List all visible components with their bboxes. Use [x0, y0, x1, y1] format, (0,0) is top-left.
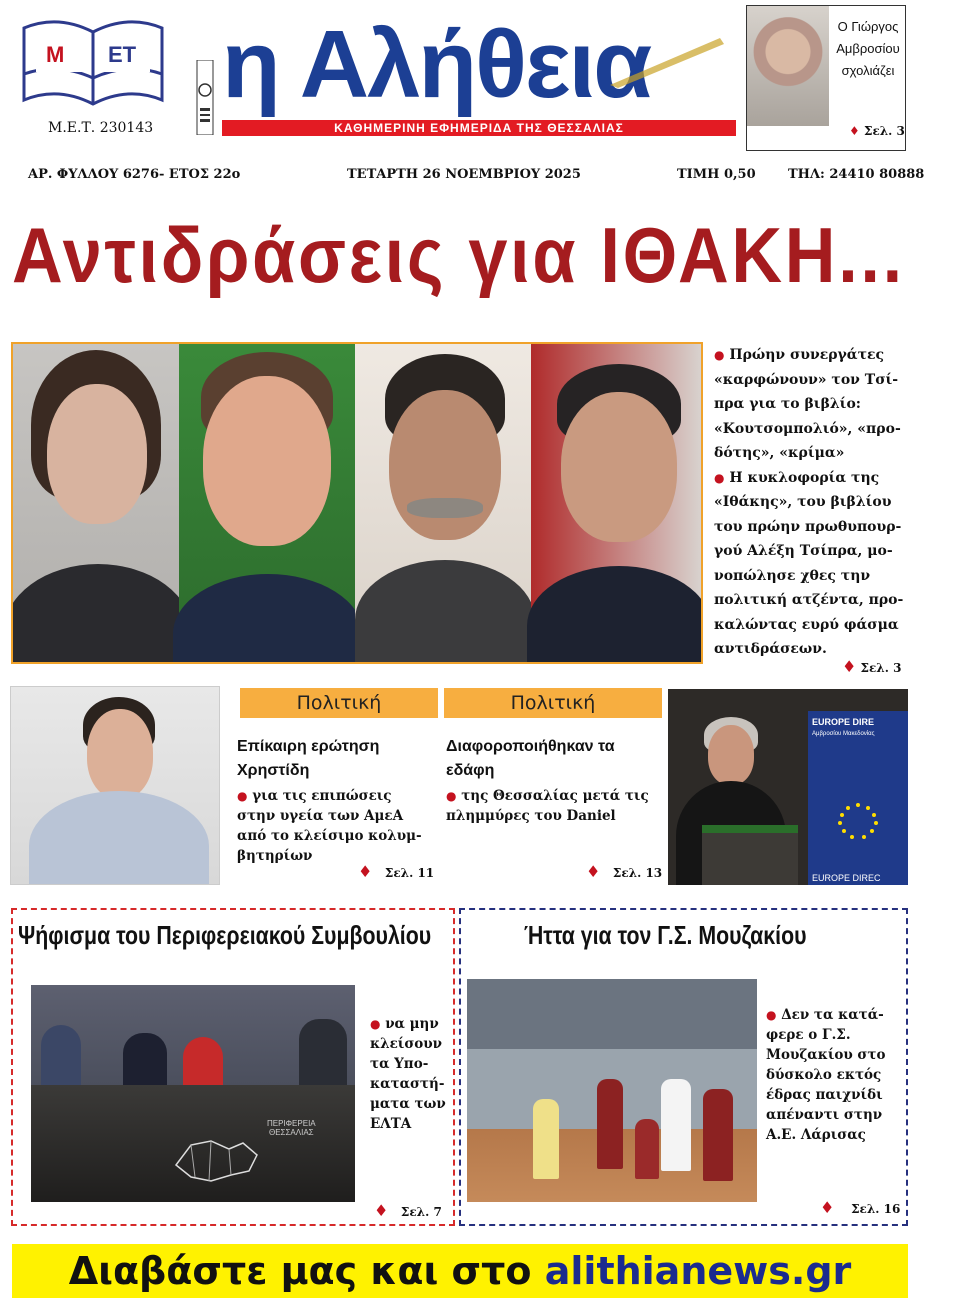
council-member-2 — [123, 1033, 167, 1089]
lead-page-ref[interactable] — [842, 657, 901, 676]
story2-summary — [446, 786, 660, 826]
lead-photo-person-1 — [13, 344, 179, 664]
issue-number: ΑΡ. ΦΥΛΛΟΥ 6276- ΕΤΟΣ 22ο — [28, 167, 241, 182]
lead-bullet-1-line: Πρώην συνεργάτες — [729, 347, 885, 363]
thessaly-map-icon — [171, 1135, 261, 1185]
sports-line: δύσκολο εκτός — [766, 1067, 882, 1083]
bullet-icon: ● — [446, 789, 457, 803]
council-page-label: Σελ. 7 — [400, 1205, 442, 1219]
lead-bullet-2-line: του πρώην πρωθυπουρ- — [714, 518, 902, 535]
story1-line: στην υγεία των ΑμεΑ — [237, 808, 404, 824]
council-line: ΕΛΤΑ — [370, 1116, 412, 1132]
lead-bullet-1-line: πρα για το βιβλίο: — [714, 396, 861, 412]
columnist-page-ref — [849, 124, 905, 138]
bullet-icon: ● — [714, 348, 725, 362]
lead-summary — [714, 343, 908, 662]
council-story-title[interactable]: Ψήφισμα του Περιφερειακού Συμβουλίου — [18, 920, 432, 950]
sports-line: Μουζακίου στο — [766, 1047, 886, 1063]
story1-photo[interactable] — [10, 686, 220, 885]
columnist-caption — [833, 16, 903, 82]
council-desk-label-2: ΘΕΣΣΑΛΙΑΣ — [268, 1128, 314, 1137]
sports-page-label: Σελ. 16 — [851, 1202, 901, 1216]
diamond-icon: ♦ — [842, 657, 857, 676]
player-yellow — [533, 1099, 559, 1179]
website-banner[interactable] — [12, 1244, 908, 1298]
sports-page-ref[interactable] — [820, 1198, 900, 1217]
bullet-icon: ● — [714, 470, 725, 485]
pen-nib-icon — [600, 30, 740, 90]
masthead-tagline: ΚΑΘΗΜΕΡΙΝΗ ΕΦΗΜΕΡΙΔΑ ΤΗΣ ΘΕΣΣΑΛΙΑΣ — [222, 120, 736, 136]
lead-bullet-2-line: «Ιθάκης», του βιβλίου — [714, 494, 892, 510]
sports-line: Α.Ε. Λάρισας — [766, 1127, 866, 1143]
sports-line: έδρας παιχνίδι — [766, 1087, 883, 1103]
story2-page-ref[interactable] — [586, 862, 662, 881]
lead-photo-person-3 — [355, 344, 531, 664]
player-red-3 — [635, 1119, 659, 1179]
story2-line: της Θεσσαλίας μετά τις — [461, 788, 649, 804]
barcode-seal-icon — [196, 60, 214, 135]
diamond-icon: ♦ — [374, 1201, 389, 1220]
met-logo-letter-m: Μ — [46, 42, 65, 67]
sports-story-title[interactable]: Ήττα για τον Γ.Σ. Μουζακίου — [524, 920, 807, 950]
eu-banner-text-3: EUROPE DIREC — [812, 873, 881, 883]
story2-section-tag: Πολιτική — [444, 688, 662, 718]
columnist-box[interactable] — [746, 5, 906, 151]
player-red-2 — [703, 1089, 733, 1181]
arena-stands — [467, 979, 757, 1049]
council-desk-label — [267, 1119, 316, 1137]
council-line: κλείσουν — [370, 1036, 443, 1052]
story1-line: από το κλείσιμο κολυμ- — [237, 828, 422, 844]
diamond-icon: ♦ — [358, 862, 373, 881]
met-logo — [18, 18, 168, 113]
lead-page-label: Σελ. 3 — [860, 661, 902, 675]
lead-bullet-2-line: αντιδράσεων. — [714, 641, 827, 657]
columnist-photo — [747, 6, 829, 126]
lead-bullet-1-line: «Κουτσομπολιό», «προ- — [714, 420, 901, 437]
council-line: να μην — [385, 1016, 439, 1032]
lead-bullet-1 — [714, 343, 908, 466]
podium — [702, 825, 798, 885]
story1-summary — [237, 786, 437, 866]
council-summary — [370, 1014, 450, 1134]
story1-title[interactable]: Επίκαιρη ερώτηση Χρηστίδη — [237, 738, 380, 779]
lead-bullet-2-line: γού Αλέξη Τσίπρα, μο- — [714, 543, 893, 559]
story1-page-ref[interactable] — [358, 862, 434, 881]
columnist-line-1: Ο Γιώργος — [837, 19, 899, 34]
story2-photo[interactable] — [668, 689, 908, 885]
website-banner-text: Διαβάστε μας και στο — [68, 1249, 545, 1293]
council-member-3 — [183, 1037, 223, 1089]
player-white — [661, 1079, 691, 1171]
diamond-icon: ♦ — [820, 1198, 835, 1217]
basketball-photo[interactable] — [467, 979, 757, 1202]
council-line: τα Υπο- — [370, 1056, 429, 1072]
lead-bullet-2-line: νοπώλησε χθες την — [714, 567, 871, 584]
issue-date: ΤΕΤΑΡΤΗ 26 ΝΟΕΜΒΡΙΟΥ 2025 — [347, 167, 581, 182]
eu-banner — [808, 711, 908, 885]
bullet-icon: ● — [370, 1017, 381, 1031]
council-page-ref[interactable] — [374, 1201, 442, 1220]
lead-bullet-2 — [714, 466, 908, 662]
council-member-1 — [41, 1025, 81, 1085]
lead-bullet-2-line: πολιτική ατζέντα, προ- — [714, 592, 904, 608]
lead-bullet-1-line: δότης», «κρίμα» — [714, 445, 845, 461]
met-registration-code: Μ.Ε.Τ. 230143 — [48, 120, 154, 136]
story1-line: για τις επιπώσεις — [252, 788, 392, 804]
story2-page-label: Σελ. 13 — [612, 866, 663, 880]
story1-line: βητηρίων — [237, 848, 313, 864]
sports-summary — [766, 1005, 906, 1145]
bullet-icon: ● — [766, 1008, 777, 1022]
lead-bullet-2-line: Η κυκλοφορία της — [729, 469, 880, 486]
story2-line: πλημμύρες του Daniel — [446, 808, 616, 824]
story2-title[interactable]: Διαφοροποιήθηκαν τα εδάφη — [446, 738, 615, 779]
council-member-4 — [299, 1019, 347, 1089]
eu-stars-icon — [826, 799, 890, 843]
council-photo[interactable] — [31, 985, 355, 1202]
player-red-1 — [597, 1079, 623, 1169]
council-line: καταστή- — [370, 1076, 445, 1092]
eu-banner-text-2: Αμβροσίου Μακεδονίας — [812, 731, 875, 737]
story1-page-label: Σελ. 11 — [384, 866, 435, 880]
diamond-icon: ♦ — [849, 124, 860, 138]
story1-section-tag: Πολιτική — [240, 688, 438, 718]
council-line: ματα των — [370, 1096, 446, 1112]
lead-photo-person-4 — [531, 344, 703, 664]
council-desk-label-1: ΠΕΡΙΦΕΡΕΙΑ — [267, 1119, 316, 1128]
sports-line: απέναντι στην — [766, 1107, 883, 1123]
eu-banner-text-1: EUROPE DIRE — [812, 717, 875, 727]
columnist-line-3: σχολιάζει — [841, 63, 895, 78]
met-logo-letters-et: ΕΤ — [108, 42, 137, 67]
contact-phone: ΤΗΛ: 24410 80888 — [788, 167, 925, 182]
lead-photo-person-2 — [179, 344, 355, 664]
newspaper-masthead: η Αλήθεια — [222, 11, 651, 118]
main-headline[interactable]: Αντιδράσεις για ΙΘΑΚΗ... — [12, 211, 905, 299]
columnist-line-2: Αμβροσίου — [836, 41, 900, 56]
diamond-icon: ♦ — [586, 862, 601, 881]
lead-bullet-1-line: «καρφώνουν» τον Τσί- — [714, 371, 899, 388]
sports-line: φερε ο Γ.Σ. — [766, 1027, 851, 1043]
sports-line: Δεν τα κατά- — [781, 1007, 884, 1023]
website-link[interactable]: alithianews.gr — [544, 1249, 852, 1293]
columnist-page-label: Σελ. 3 — [863, 124, 905, 138]
lead-bullet-2-line: καλώντας ευρύ φάσμα — [714, 616, 899, 633]
lead-photo-collage[interactable] — [11, 342, 703, 664]
issue-price: ΤΙΜΗ 0,50 — [677, 167, 756, 182]
bullet-icon: ● — [237, 789, 248, 803]
